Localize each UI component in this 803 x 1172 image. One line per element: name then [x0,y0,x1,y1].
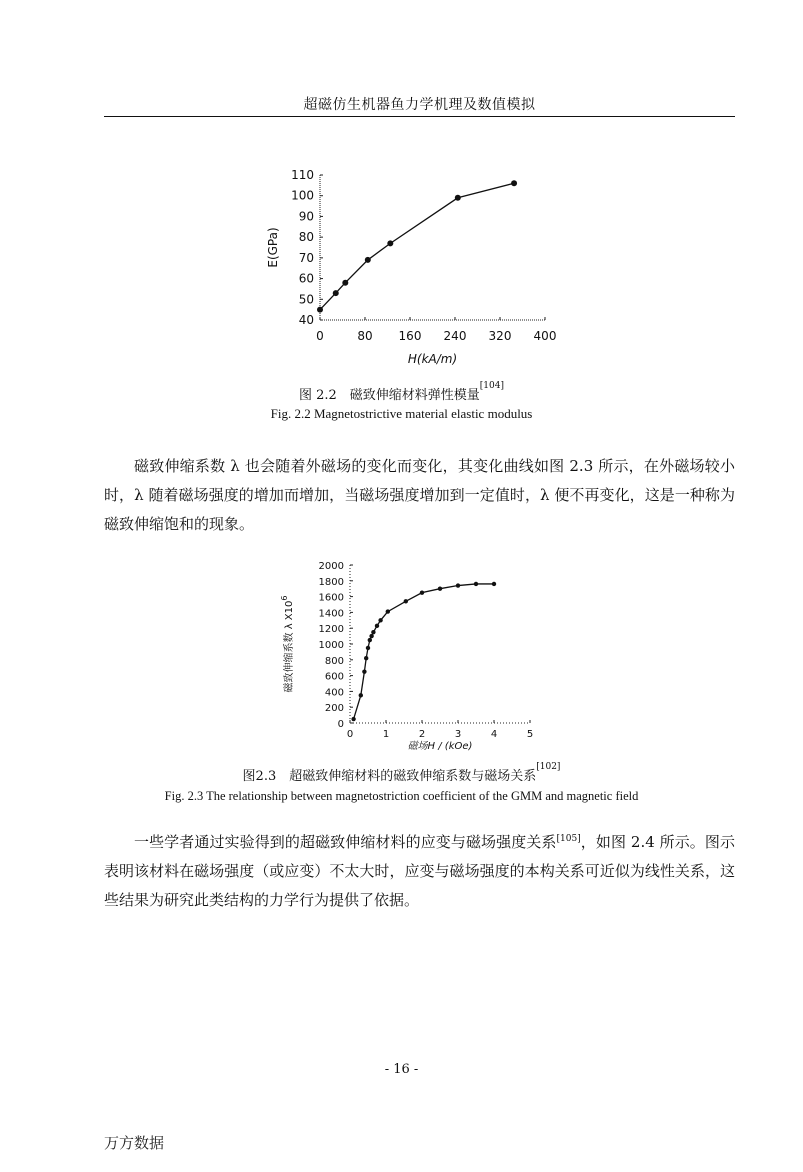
y-tick-label: 0 [337,719,344,730]
y-tick-label: 70 [298,250,314,265]
data-point [364,656,368,660]
y-tick-label: 100 [291,188,314,203]
y-tick-label: 400 [324,687,344,699]
data-point [333,290,339,296]
y-tick-label: 80 [298,230,314,245]
paragraph-2 [104,828,735,915]
data-point [369,634,373,638]
paragraph-2-text: 一些学者通过实验得到的超磁致伸缩材料的应变与磁场强度关系[105]，如图 2.4 所示。图示表明该材料在磁场强度（或应变）不太大时，应变与磁场强度的本构关系可近似为线性关系，这些结果为研究此类结构的力学行为提供了依据。 [104,833,735,909]
y-tick-label: 90 [298,209,314,224]
magnetostriction-chart [270,555,570,760]
wanfang-watermark: 万方数据 [104,1134,165,1152]
y-tick-label: 1600 [318,592,344,604]
fig2-caption-en: Fig. 2.3 The relationship between magnetostriction coefficient of the GMM and magnetic field [164,789,639,803]
y-tick-label: 40 [298,313,314,327]
data-point [474,582,478,586]
x-tick-label: 160 [398,329,422,343]
data-point [342,280,348,286]
data-point [365,257,371,263]
data-point [455,195,461,201]
data-point [404,599,408,603]
fig2-caption-zh: 图2.3 超磁致伸缩材料的磁致伸缩系数与磁场关系[102] [242,762,561,784]
y-axis-label-exponent: 6 [280,595,289,601]
citation-105: [105] [556,834,581,844]
y-tick-label: 110 [291,168,314,182]
data-point [492,582,496,586]
paragraph-1-text: 磁致伸缩系数 λ 也会随着外磁场的变化而变化，其变化曲线如图 2.3 所示，在外磁场较小时，λ 随着磁场强度的增加而增加，当磁场强度增加到一定值时，λ 便不再变化，这是一种称为磁致伸缩饱和的现象。 [104,457,735,533]
y-axis-label: E(GPa) [266,227,280,268]
y-tick-label: 1400 [318,608,344,620]
data-point [371,630,375,634]
y-tick-label: 60 [298,271,314,286]
x-tick-label: 0 [316,329,324,343]
header-rule [104,116,735,117]
fig1-caption-en: Fig. 2.2 Magnetostrictive material elastic modulus [270,406,533,421]
x-tick-label: 3 [454,729,462,740]
data-point [387,240,393,246]
data-point [317,307,323,313]
data-point [386,609,390,613]
data-point [438,587,442,591]
x-axis-label: H(kA/m) [407,352,458,366]
y-tick-label: 1000 [318,640,344,651]
x-tick-label: 400 [533,329,557,343]
y-tick-label: 50 [298,292,314,307]
x-tick-label: 1 [382,729,390,740]
y-tick-label: 1800 [318,576,344,588]
fig1-caption-zh: 图 2.2 磁致伸缩材料弹性模量[104] [298,381,504,403]
data-series-line [354,584,494,719]
x-tick-label: 0 [346,729,354,740]
x-tick-label: 320 [488,329,512,343]
data-point [366,646,370,650]
data-point [362,669,366,673]
data-series-line [320,183,514,309]
x-tick-label: 80 [357,329,373,343]
y-tick-label: 2000 [318,561,344,572]
data-point [368,638,372,642]
data-point [420,590,424,594]
paragraph-1 [104,452,735,539]
x-axis-label: 磁场H / (kOe) [407,741,473,752]
y-axis-label: 磁致伸缩系数 λ $X10^6$ [280,595,295,693]
y-tick-label: 600 [324,671,344,683]
data-point [359,693,363,697]
x-tick-label: 4 [490,729,498,740]
y-tick-label: 200 [324,703,344,715]
data-point [456,583,460,587]
page-number: - 16 - [384,1062,419,1077]
data-point [378,618,382,622]
y-tick-label: 1200 [318,624,344,636]
x-tick-label: 5 [526,729,534,740]
data-point [351,717,355,721]
data-point [375,624,379,628]
y-tick-label: 800 [324,655,344,667]
data-point [511,180,517,186]
x-tick-label: 2 [418,729,426,740]
running-header: 超磁仿生机器鱼力学机理及数值模拟 [303,97,536,113]
elastic-modulus-chart [250,160,580,380]
x-tick-label: 240 [443,329,467,343]
